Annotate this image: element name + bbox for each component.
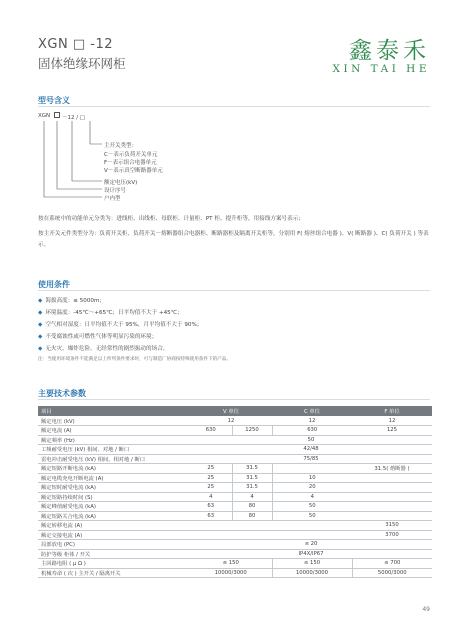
table-row: 局部放电 (PC) ≤ 20 <box>38 540 432 550</box>
legend-load-switch-unit: C－表示负荷开关单元 <box>104 152 158 158</box>
bullet-diamond-icon: ◆ <box>38 346 43 352</box>
table-header-row <box>38 406 432 416</box>
section-heading-specs: 主要技术参数 <box>38 389 86 398</box>
table-row: 雷电冲击耐受电压 (kV) 相间、相对地 / 断口 75/85 <box>38 454 432 464</box>
table-row: 额定短路关合电流 (kA) 63 80 50 <box>38 511 432 521</box>
classification-paragraph-function: 按在系统中的功能单元分类为：进线柜、出线柜、母联柜、计量柜、PT 柜、提升柜等，用接线方案号表示； <box>38 216 304 222</box>
section-heading-conditions: 使用条件 <box>38 280 70 289</box>
model-suffix: －12 / □ <box>62 115 86 121</box>
condition-item: ◆ 海拔高度：≤ 5000m； <box>38 298 106 304</box>
bullet-diamond-icon: ◆ <box>38 334 43 340</box>
legend-switch-type: 主开关类型： <box>104 143 138 149</box>
bullet-diamond-icon: ◆ <box>38 298 43 304</box>
section-divider <box>38 399 430 400</box>
brand-logo-english: XIN TAI HE <box>332 63 430 75</box>
condition-item: ◆ 空气相对湿度：日平均值不大于 95%，月平均值不大于 90%； <box>38 322 203 328</box>
column-header-item: 项目 <box>38 406 190 416</box>
condition-item: ◆ 无火灾、爆炸危险、无经常性的剧烈振动的场合。 <box>38 346 169 352</box>
model-code-diagram <box>0 0 468 200</box>
table-row: 额定短时耐受电流 (kA) 25 31.5 20 <box>38 483 432 493</box>
model-prefix: XGN <box>38 113 51 119</box>
table-row: 额定电流 (A) 630 1250 630 125 <box>38 426 432 436</box>
column-header-f-unit: F 单位 <box>352 406 432 416</box>
table-row: 工频耐受电压 (kV) 相间、对地 / 断口 42/48 <box>38 445 432 455</box>
table-row: 额定短路持续时间 (S) 4 4 4 <box>38 492 432 502</box>
product-name-title: 固体绝缘环网柜 <box>38 56 126 71</box>
technical-parameters-table <box>38 406 432 578</box>
table-row: 机械寿命 ( 次 ) 主开关 / 隔离开关 10000/3000 10000/3000 5000/3000 <box>38 568 432 578</box>
section-divider <box>38 290 430 291</box>
legend-combined-unit: F－表示组合电器单元 <box>104 160 157 166</box>
condition-item: ◆ 不受腐蚀性或可燃性气体等明显污染的环境； <box>38 334 158 340</box>
product-model-title: XGN □ -12 <box>38 37 113 52</box>
page-number: 49 <box>422 606 430 613</box>
table-row: 额定峰值耐受电流 (kA) 63 80 50 <box>38 502 432 512</box>
legend-rated-voltage: 额定电压(kV) <box>104 180 138 186</box>
section-heading-model: 型号含义 <box>38 96 70 105</box>
classification-paragraph-switch: 按主开关元件类型分为：负荷开关柜、负荷开关－熔断器组合电器柜、断路器柜及隔离开关柜等，分别用 F( 熔丝组合电器 )、V( 断路器 )、C( 负荷开关 ) 等表示。 <box>38 231 429 248</box>
bullet-diamond-icon: ◆ <box>38 322 43 328</box>
table-row: 额定短路开断电流 (kA) 25 31.5 31.5( 熔断器 ) <box>38 464 432 474</box>
table-row: 额定交接电流 (A) 3700 <box>38 530 432 540</box>
table-row: 额定转移电流 (A) 3150 <box>38 521 432 531</box>
table-row: 防护等级 柜体 / 开关 IP4X/IP67 <box>38 549 432 559</box>
legend-indoor-type: 户内型 <box>104 196 121 202</box>
bullet-diamond-icon: ◆ <box>38 310 43 316</box>
brand-logo-chinese: 鑫泰禾 <box>349 38 430 64</box>
column-header-c-unit: C 单位 <box>272 406 352 416</box>
table-row: 主回路电阻 ( μ Ω ) ≤ 150 ≤ 150 ≤ 700 <box>38 559 432 569</box>
table-row: 额定电缆充电开断电流 (A) 25 31.5 10 <box>38 473 432 483</box>
table-row: 额定电压 (kV) 12 12 12 <box>38 416 432 426</box>
column-header-v-unit: V 单位 <box>190 406 272 416</box>
legend-design-serial: 设计序号 <box>104 188 127 194</box>
table-row: 额定频率 (Hz) 50 <box>38 435 432 445</box>
conditions-note: 注：当使用环境条件不能满足以上所列条件要求时，可与制造厂协商按特殊使用条件下的产品。 <box>38 357 231 362</box>
condition-item: ◆ 环境温度：-45℃～+65℃；日平均值不大于 +45℃； <box>38 310 183 316</box>
legend-vacuum-breaker-unit: V－表示真空断路器单元 <box>104 168 163 174</box>
